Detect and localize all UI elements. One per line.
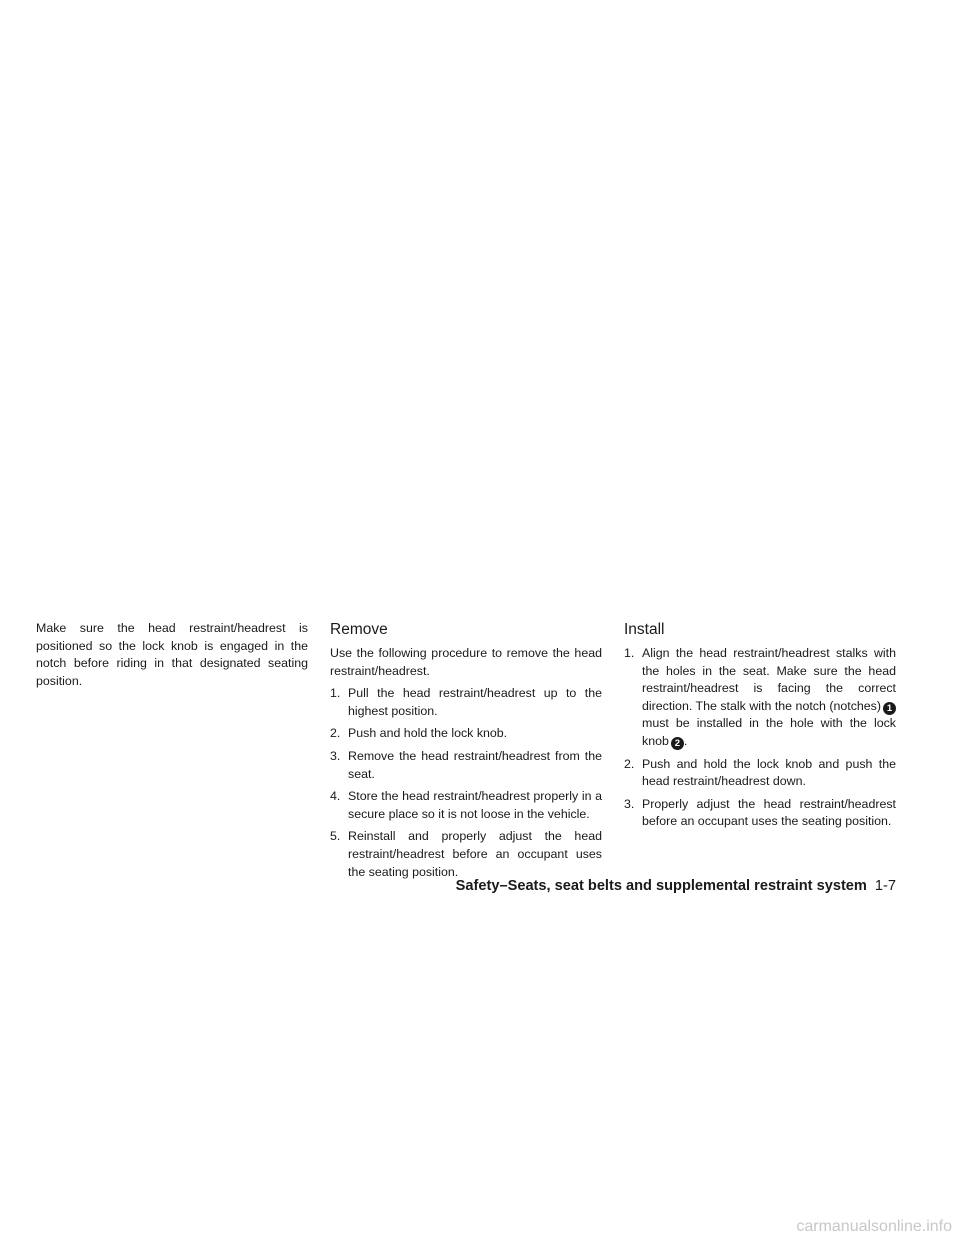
install-step-2 [624,756,896,791]
remove-steps-list [330,685,602,881]
step-number: 3. [330,748,341,763]
remove-step-2 [330,725,602,743]
step-text: Remove the head restraint/headrest from the seat. [348,748,602,781]
step-number: 5. [330,829,341,844]
watermark: carmanualsonline.info [796,1218,952,1235]
step-text: Store the head restraint/headrest properly in a secure place so it is not loose in the vehicle. [348,789,602,821]
remove-step-3 [330,748,602,783]
install-step-1 [624,645,896,751]
step-number: 2. [624,756,635,771]
install-steps-list [624,645,896,831]
step-number: 4. [330,789,341,804]
step-number: 2. [330,726,341,741]
step-text: Push and hold the lock knob and push the head restraint/headrest down. [642,756,896,789]
remove-step-5 [330,828,602,881]
remove-step-4 [330,788,602,823]
step-text: Properly adjust the head restraint/headrest before an occupant uses the seating position. [642,796,896,829]
install-heading: Install [624,621,665,638]
install-section [624,620,896,836]
remove-intro: Use the following procedure to remove the head restraint/headrest. [330,646,602,678]
step-number: 3. [624,796,635,811]
callout-2-icon: 2 [671,737,684,750]
remove-step-1 [330,685,602,720]
install-step-3 [624,796,896,831]
footer-section-title: Safety–Seats, seat belts and supplemental restraint system [455,878,867,894]
step-text: Reinstall and properly adjust the head restraint/headrest before an occupant uses the seating position. [348,829,602,879]
remove-heading: Remove [330,621,388,638]
page-number: 1-7 [874,878,896,894]
step-text: Push and hold the lock knob. [348,726,508,741]
step-text: must be installed in the hole with the lock knob [642,716,896,748]
step-text: Pull the head restraint/headrest up to the highest position. [348,686,602,718]
step-number: 1. [624,646,635,660]
callout-1-icon: 1 [883,702,896,715]
step-text: . [683,733,688,748]
remove-section [330,620,602,886]
intro-paragraph: Make sure the head restraint/headrest is positioned so the lock knob is engaged in the notch before riding in that designated seating position. [36,621,308,688]
page-footer [456,878,896,894]
step-text: Align the head restraint/headrest stalks with the holes in the seat. Make sure the head restraint/headrest is facing the correct direction. The stalk with the notch (notches) [642,646,896,713]
step-number: 1. [330,686,341,701]
intro-column [36,620,308,690]
